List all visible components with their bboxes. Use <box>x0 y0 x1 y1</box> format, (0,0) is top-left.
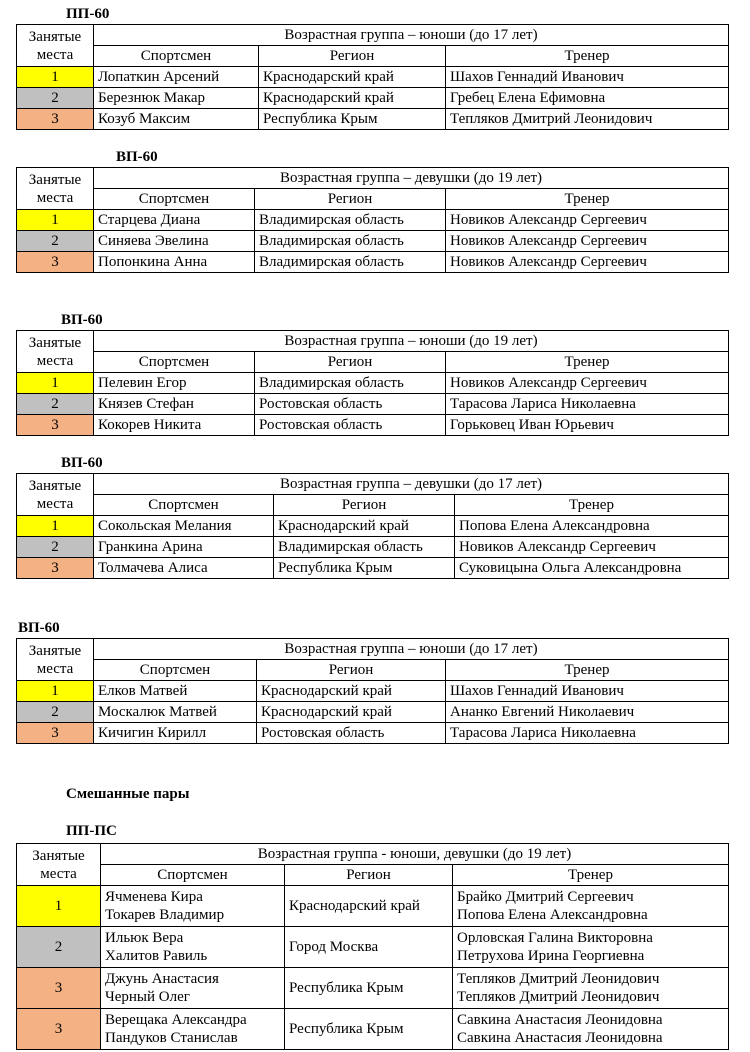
coach-header: Тренер <box>453 865 729 886</box>
region-cell: Владимирская область <box>255 210 446 231</box>
table-row <box>17 109 729 130</box>
table-row <box>17 886 729 927</box>
region-header: Регион <box>255 189 446 210</box>
place-cell: 2 <box>17 927 101 968</box>
region-cell: Республика Крым <box>285 1009 453 1050</box>
region-cell: Город Москва <box>285 927 453 968</box>
place-header: Занятые места <box>17 25 94 67</box>
athlete-cell: Березнюк Макар <box>94 88 259 109</box>
place-cell: 1 <box>17 681 94 702</box>
results-table <box>16 473 729 579</box>
coach-cell: Шахов Геннадий Иванович <box>446 67 729 88</box>
place-cell: 3 <box>17 109 94 130</box>
coach-header: Тренер <box>455 495 729 516</box>
age-group-header: Возрастная группа – юноши (до 17 лет) <box>94 639 729 660</box>
coach-cell: Шахов Геннадий Иванович <box>446 681 729 702</box>
coach-header: Тренер <box>446 660 729 681</box>
athlete-cell: Князев Стефан <box>94 394 255 415</box>
results-table <box>16 167 729 273</box>
place-cell: 1 <box>17 886 101 927</box>
table-row <box>17 558 729 579</box>
place-cell: 1 <box>17 210 94 231</box>
age-group-header: Возрастная группа – юноши (до 17 лет) <box>94 25 729 46</box>
athlete-header: Спортсмен <box>101 865 285 886</box>
athlete-cell: Кокорев Никита <box>94 415 255 436</box>
region-cell: Владимирская область <box>255 252 446 273</box>
coaches-cell: Брайко Дмитрий Сергеевич Попова Елена Александровна <box>453 886 729 927</box>
region-cell: Краснодарский край <box>257 702 446 723</box>
place-cell: 2 <box>17 702 94 723</box>
coach-cell: Новиков Александр Сергеевич <box>446 210 729 231</box>
age-group-header: Возрастная группа – девушки (до 19 лет) <box>94 168 729 189</box>
table-row <box>17 723 729 744</box>
table-title: ВП-60 <box>61 312 103 328</box>
region-cell: Ростовская область <box>255 415 446 436</box>
region-header: Регион <box>259 46 446 67</box>
region-cell: Ростовская область <box>257 723 446 744</box>
coaches-cell: Савкина Анастасия Леонидовна Савкина Анастасия Леонидовна <box>453 1009 729 1050</box>
table-row <box>17 415 729 436</box>
place-cell: 2 <box>17 88 94 109</box>
table-title: ВП-60 <box>18 620 60 636</box>
table-row <box>17 537 729 558</box>
coach-header: Тренер <box>446 189 729 210</box>
age-group-header: Возрастная группа – юноши (до 19 лет) <box>94 331 729 352</box>
place-cell: 3 <box>17 558 94 579</box>
athlete-cell: Синяева Эвелина <box>94 231 255 252</box>
athletes-cell: Ильюк Вера Халитов Равиль <box>101 927 285 968</box>
region-cell: Владимирская область <box>255 231 446 252</box>
place-cell: 1 <box>17 516 94 537</box>
coach-header: Тренер <box>446 352 729 373</box>
region-cell: Ростовская область <box>255 394 446 415</box>
table-title: ПП-ПС <box>66 823 117 839</box>
athlete-cell: Кичигин Кирилл <box>94 723 257 744</box>
athlete-cell: Елков Матвей <box>94 681 257 702</box>
coach-cell: Ананко Евгений Николаевич <box>446 702 729 723</box>
athlete-cell: Попонкина Анна <box>94 252 255 273</box>
table-row <box>17 702 729 723</box>
athlete-cell: Лопаткин Арсений <box>94 67 259 88</box>
results-table <box>16 330 729 436</box>
athletes-cell: Джунь Анастасия Черный Олег <box>101 968 285 1009</box>
athlete-header: Спортсмен <box>94 660 257 681</box>
athlete-cell: Козуб Максим <box>94 109 259 130</box>
athlete-cell: Москалюк Матвей <box>94 702 257 723</box>
place-cell: 1 <box>17 67 94 88</box>
place-header: Занятые места <box>17 474 94 516</box>
athlete-cell: Толмачева Алиса <box>94 558 274 579</box>
region-header: Регион <box>257 660 446 681</box>
coach-cell: Новиков Александр Сергеевич <box>446 231 729 252</box>
athlete-cell: Гранкина Арина <box>94 537 274 558</box>
coach-cell: Новиков Александр Сергеевич <box>446 252 729 273</box>
region-cell: Краснодарский край <box>285 886 453 927</box>
coach-cell: Попова Елена Александровна <box>455 516 729 537</box>
region-header: Регион <box>255 352 446 373</box>
table-row <box>17 968 729 1009</box>
table-row <box>17 252 729 273</box>
region-cell: Краснодарский край <box>257 681 446 702</box>
coach-header: Тренер <box>446 46 729 67</box>
region-cell: Республика Крым <box>285 968 453 1009</box>
age-group-header: Возрастная группа - юноши, девушки (до 19 лет) <box>101 844 729 865</box>
table-row <box>17 231 729 252</box>
athlete-header: Спортсмен <box>94 189 255 210</box>
athlete-header: Спортсмен <box>94 352 255 373</box>
table-row <box>17 681 729 702</box>
age-group-header: Возрастная группа – девушки (до 17 лет) <box>94 474 729 495</box>
region-cell: Краснодарский край <box>259 67 446 88</box>
place-cell: 2 <box>17 231 94 252</box>
coach-cell: Гребец Елена Ефимовна <box>446 88 729 109</box>
coaches-cell: Тепляков Дмитрий Леонидович Тепляков Дмитрий Леонидович <box>453 968 729 1009</box>
athlete-cell: Сокольская Мелания <box>94 516 274 537</box>
athlete-cell: Пелевин Егор <box>94 373 255 394</box>
table-row <box>17 516 729 537</box>
place-header: Занятые места <box>17 331 94 373</box>
athletes-cell: Верещака Александра Пандуков Станислав <box>101 1009 285 1050</box>
athletes-cell: Ячменева Кира Токарев Владимир <box>101 886 285 927</box>
athlete-header: Спортсмен <box>94 495 274 516</box>
results-table <box>16 638 729 744</box>
coaches-cell: Орловская Галина Викторовна Петрухова Ирина Георгиевна <box>453 927 729 968</box>
region-header: Регион <box>285 865 453 886</box>
place-cell: 1 <box>17 373 94 394</box>
place-header: Занятые места <box>17 844 101 886</box>
place-cell: 3 <box>17 1009 101 1050</box>
results-table <box>16 24 729 130</box>
region-cell: Владимирская область <box>274 537 455 558</box>
place-cell: 2 <box>17 537 94 558</box>
region-cell: Краснодарский край <box>274 516 455 537</box>
place-cell: 3 <box>17 723 94 744</box>
table-title: ВП-60 <box>61 455 103 471</box>
table-row <box>17 927 729 968</box>
place-cell: 3 <box>17 252 94 273</box>
table-row <box>17 67 729 88</box>
region-cell: Республика Крым <box>259 109 446 130</box>
athlete-cell: Старцева Диана <box>94 210 255 231</box>
results-table-mixed-pairs <box>16 843 729 1050</box>
table-row <box>17 1009 729 1050</box>
table-row <box>17 210 729 231</box>
region-header: Регион <box>274 495 455 516</box>
place-cell: 3 <box>17 968 101 1009</box>
table-row <box>17 373 729 394</box>
table-row <box>17 394 729 415</box>
coach-cell: Тарасова Лариса Николаевна <box>446 394 729 415</box>
coach-cell: Тарасова Лариса Николаевна <box>446 723 729 744</box>
region-cell: Краснодарский край <box>259 88 446 109</box>
region-cell: Республика Крым <box>274 558 455 579</box>
table-row <box>17 88 729 109</box>
coach-cell: Тепляков Дмитрий Леонидович <box>446 109 729 130</box>
athlete-header: Спортсмен <box>94 46 259 67</box>
coach-cell: Новиков Александр Сергеевич <box>446 373 729 394</box>
section-title: Смешанные пары <box>66 786 190 802</box>
table-title: ВП-60 <box>116 149 158 165</box>
region-cell: Владимирская область <box>255 373 446 394</box>
place-header: Занятые места <box>17 168 94 210</box>
place-header: Занятые места <box>17 639 94 681</box>
coach-cell: Горьковец Иван Юрьевич <box>446 415 729 436</box>
place-cell: 3 <box>17 415 94 436</box>
place-cell: 2 <box>17 394 94 415</box>
table-title: ПП-60 <box>66 6 110 22</box>
coach-cell: Новиков Александр Сергеевич <box>455 537 729 558</box>
coach-cell: Суковицына Ольга Александровна <box>455 558 729 579</box>
